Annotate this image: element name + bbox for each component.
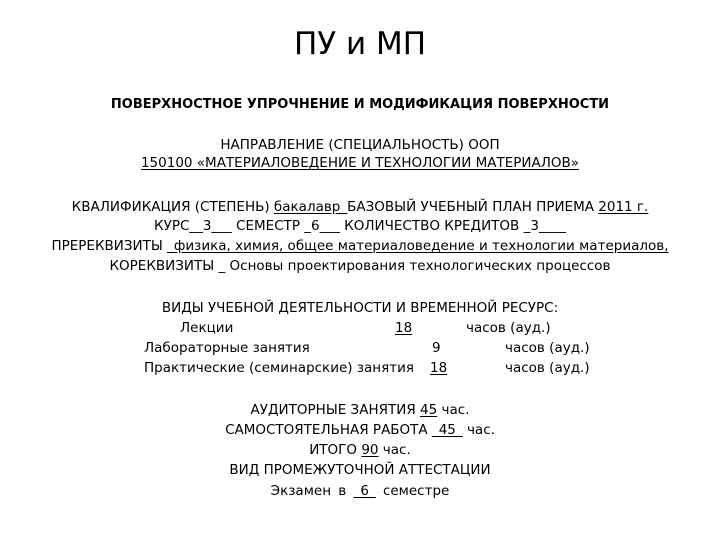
activity-unit: часов (ауд.) [505, 360, 590, 376]
attestation-label: ВИД ПРОМЕЖУТОЧНОЙ АТТЕСТАЦИИ [229, 462, 491, 478]
total-unit: час. [378, 442, 411, 458]
qualification-label: КВАЛИФИКАЦИЯ (СТЕПЕНЬ) [71, 199, 274, 215]
exam-suffix: семестре [375, 483, 450, 499]
auditory-label: АУДИТОРНЫЕ ЗАНЯТИЯ [250, 402, 420, 418]
auditory-value: 45 [420, 402, 438, 418]
qualification-degree: бакалавр_ [273, 199, 348, 215]
prerequisites-line [0, 237, 720, 255]
discipline-name: ПОВЕРХНОСТНОЕ УПРОЧНЕНИЕ И МОДИФИКАЦИЯ ПОВЕРХНОСТИ [110, 97, 610, 112]
total-label: ИТОГО [309, 442, 362, 458]
course-label: КУРС [154, 218, 190, 234]
credits-value: _3____ [523, 218, 566, 234]
exam-prefix: Экзамен в [270, 483, 354, 499]
direction-code-name [0, 154, 720, 172]
semester-label: СЕМЕСТР [231, 218, 305, 234]
activity-hours: 18 [430, 360, 448, 376]
activity-hours: 9 [432, 340, 441, 356]
direction-label: НАПРАВЛЕНИЕ (СПЕЦИАЛЬНОСТЬ) ООП [220, 137, 500, 153]
direction-code-name-text: 150100 «МАТЕРИАЛОВЕДЕНИЕ И ТЕХНОЛОГИИ МАТЕРИАЛОВ» [140, 155, 580, 171]
prerequisites-label: ПРЕРЕКВИЗИТЫ [51, 238, 168, 254]
corequisites-label: КОРЕКВИЗИТЫ _ [109, 258, 230, 274]
self-work-value: _45_ [431, 422, 463, 438]
plan-label: БАЗОВЫЙ УЧЕБНЫЙ ПЛАН ПРИЕМА [347, 199, 599, 215]
total-value: 90 [361, 442, 379, 458]
slide-title: ПУ и МП [293, 26, 427, 62]
exam-semester: _6_ [353, 483, 376, 499]
plan-year: 2011 г. [598, 199, 649, 215]
grand-total [0, 441, 720, 459]
activity-row-lectures [0, 320, 720, 340]
activity-name: Лекции [180, 320, 234, 336]
credits-label: КОЛИЧЕСТВО КРЕДИТОВ [339, 218, 524, 234]
self-work-unit: час. [462, 422, 495, 438]
auditory-unit: час. [437, 402, 470, 418]
activity-hours: 18 [395, 320, 413, 336]
activity-unit: часов (ауд.) [505, 340, 590, 356]
activity-name: Практические (семинарские) занятия [144, 360, 415, 376]
self-work-total [0, 421, 720, 439]
corequisites-value: Основы проектирования технологических процессов [229, 258, 611, 274]
exam-line [0, 482, 720, 500]
activity-name: Лабораторные занятия [144, 340, 310, 356]
auditory-total [0, 401, 720, 419]
prerequisites-value: _физика, химия, общее материаловедение и технологии материалов, [167, 238, 669, 254]
activity-row-labs [0, 340, 720, 360]
activity-unit: часов (ауд.) [466, 320, 551, 336]
semester-value: _6___ [304, 218, 340, 234]
activities-header: ВИДЫ УЧЕБНОЙ ДЕЯТЕЛЬНОСТИ И ВРЕМЕННОЙ РЕСУРС: [161, 300, 559, 316]
course-line [0, 217, 720, 235]
self-work-label: САМОСТОЯТЕЛЬНАЯ РАБОТА [225, 422, 432, 438]
course-value: __3___ [189, 218, 232, 234]
activity-row-practice [0, 360, 720, 380]
qualification-line [0, 198, 720, 216]
corequisites-line [0, 257, 720, 275]
